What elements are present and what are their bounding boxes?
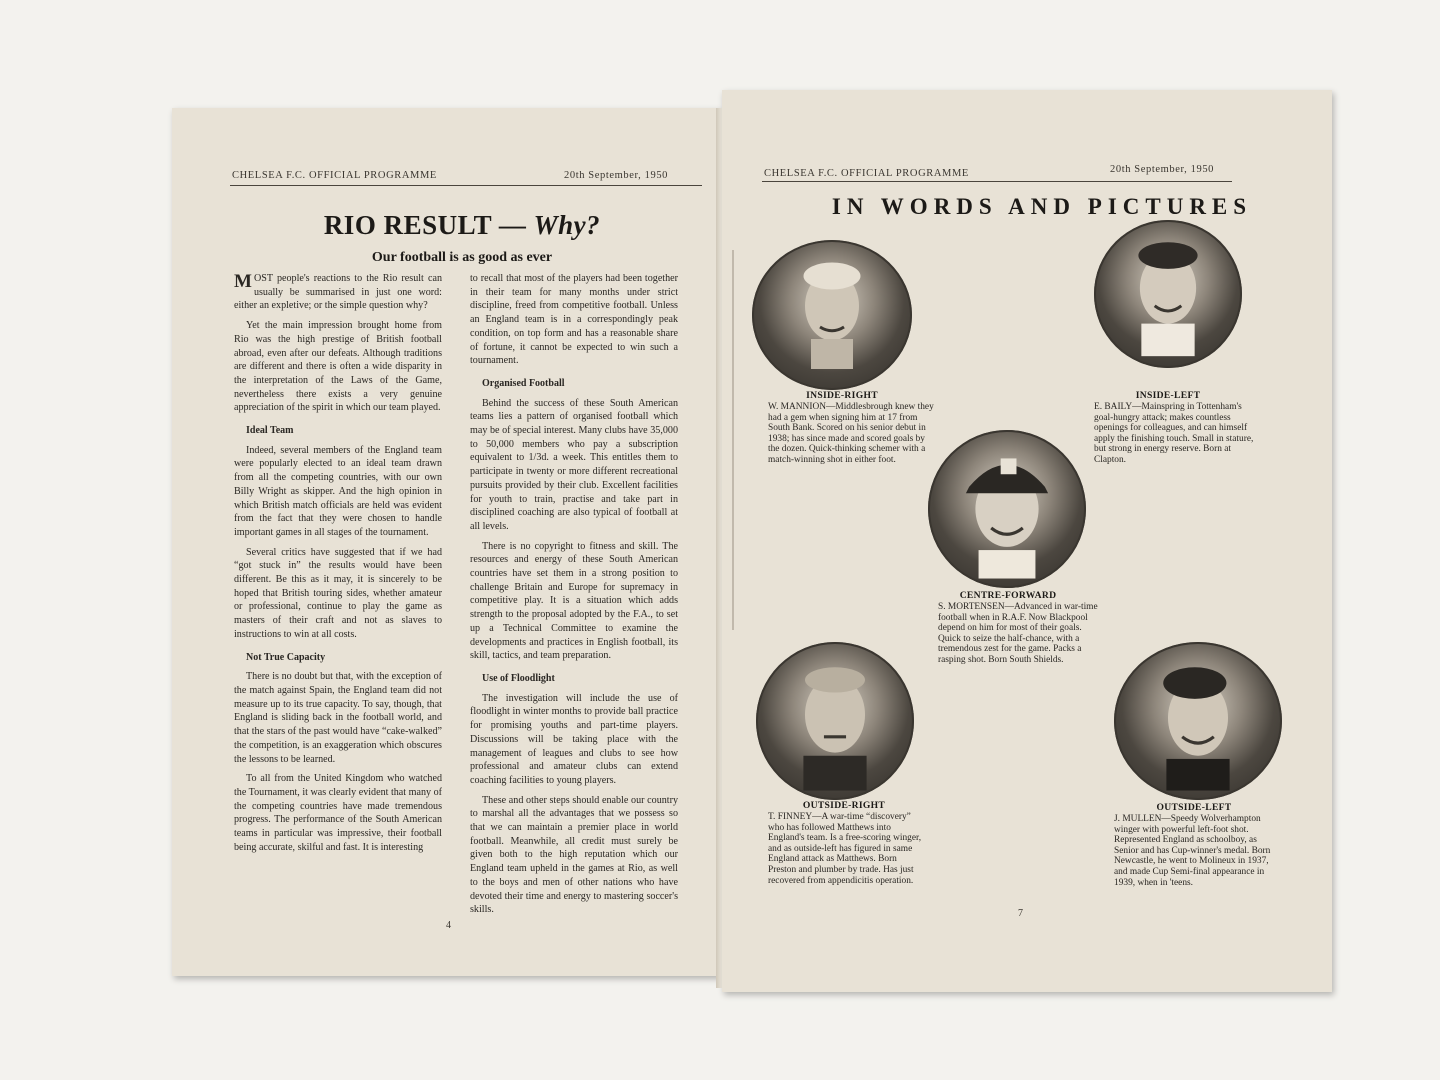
section-heading: Organised Football [482,377,565,389]
player-caption: T. FINNEY—A war-time “discovery” who has followed Matthews into England's team. Is a free-scoring winger, and as outside-left has figured in same England attack as Matthews. Born Preston and plumber by trade. Has just recovered from appendicitis operation. [768,812,922,886]
running-head-title: CHELSEA F.C. OFFICIAL PROGRAMME [764,168,969,179]
paragraph: Yet the main impression brought home from Rio was the high prestige of British football abroad, even after our defeats. Although traditions are different and there is often a wide disparity in the interpretation of the Laws of the Game, nevertheless there exists a very genuine appreciation of the spirit in which our team played. [234,320,442,414]
right-page [722,90,1332,992]
page-crease [732,250,734,630]
running-head-date: 20th September, 1950 [1110,164,1215,175]
portrait-face-icon [752,240,912,390]
player-position-label: INSIDE-LEFT [1135,390,1201,401]
player-photo-mannion [752,240,912,390]
portrait-face-icon [928,430,1086,588]
player-caption: S. MORTENSEN—Advanced in war-time football when in R.A.F. Now Blackpool depend on him for most of their goals. Quick to seize the half-chance, with a tremendous zest for the game. Packs a rasping shot. Born South Shields. [938,602,1098,665]
left-page [172,108,721,976]
paragraph: to recall that most of the players had been together in their team for many months under strict discipline, freed from competitive football. Unless an England team is in a correspondingly peak condition, on top form and has a reasonable share of fortune, it cannot be expected to win such a tournament. [470,273,678,367]
paragraph: The investigation will include the use of floodlight in winter months to provide ball practice for promising youths and part-time players. Discussions will be taking place with the management of leagues and clubs to see how professional and amateur clubs can extend coaching facilities to young players. [470,692,678,786]
page-number: 7 [1018,908,1023,919]
header-rule [230,185,702,186]
article-column-1 [234,272,442,860]
player-position-label: INSIDE-RIGHT [806,390,878,401]
player-position-label: CENTRE-FORWARD [959,590,1057,601]
player-photo-mortensen [928,430,1086,588]
page-title: IN WORDS AND PICTURES [831,194,1253,219]
player-caption: W. MANNION—Middlesbrough knew they had a gem when signing him at 17 from South Bank. Scored on his senior debut in 1938; has since made and scored goals by the dozen. Quick-thinking schemer with a match-winning shot in either foot. [768,402,934,465]
drop-cap: M [234,271,252,292]
player-photo-mullen [1114,642,1282,800]
portrait-face-icon [756,642,914,800]
portrait-face-icon [1094,220,1242,368]
paragraph: Indeed, several members of the England team were popularly elected to an ideal team drawn from all the competing countries, with our own Billy Wright as skipper. And the high opinion in which British match officials are held was evident from the fact that they were chosen to handle important games in all stages of the tournament. [234,444,442,538]
paragraph: There is no copyright to fitness and skill. The resources and energy of these South American countries have set them in a strong position to challenge Britain and Europe for supremacy in competitive play. It is a situation which adds strength to the proposal adopted by the F.A., to set up a Technical Committee to examine the developments and practices in English football, its skill, tactics, and team preparation. [470,540,678,662]
running-head-title: CHELSEA F.C. OFFICIAL PROGRAMME [232,170,437,181]
article-column-2 [470,272,678,923]
running-head-date: 20th September, 1950 [564,170,669,181]
player-photo-baily [1094,220,1242,368]
section-heading: Use of Floodlight [482,672,555,684]
portrait-face-icon [1114,642,1282,800]
programme-booklet [150,90,1340,1002]
page-number: 4 [446,920,451,931]
paragraph: MOST people's reactions to the Rio result can usually be summarised in just one word: either an expletive; or the simple question why? [234,271,442,312]
player-position-label: OUTSIDE-RIGHT [802,800,886,811]
section-heading: Ideal Team [246,425,294,437]
header-rule [762,181,1232,182]
section-heading: Not True Capacity [246,651,326,663]
player-position-label: OUTSIDE-LEFT [1156,802,1232,813]
player-caption: J. MULLEN—Speedy Wolverhampton winger with powerful left-foot shot. Represented England as schoolboy, as Senior and has Cup-winner's medal. Born Newcastle, he went to Molineux in 1937, and made Cup Semi-final appearance in 1939, when in 'teens. [1114,814,1271,888]
paragraph: To all from the United Kingdom who watched the Tournament, it was clearly evident that many of the competing countries have made tremendous progress. The performance of the South American teams in particular was impressive, their football being accurate, skilful and fast. It is interesting [234,773,442,853]
subheadline: Our football is as good as ever [371,250,553,265]
paragraph: Several critics have suggested that if we had “got stuck in” the results would have been different. Be this as it may, it is sincerely to be hoped that British touring sides, whether amateur or professional, continue to play the game as masters of their craft and not as slaves to instructions to win at all costs. [234,546,442,640]
paragraph: Behind the success of these South American teams lies a pattern of organised football which may be of special interest. Many clubs have 35,000 to 50,000 members who pay a subscription equivalent to 1/3d. a week. This entitles them to participate in twenty or more different recreational pursuits provided by their club. Excellent facilities for youth to train, practise and take part in disciplined coaching are also typical of football at all levels. [470,397,678,532]
player-photo-finney [756,642,914,800]
headline: RIO RESULT — Why? [323,210,601,240]
paragraph: There is no doubt but that, with the exception of the match against Spain, the England team did not measure up to its true capacity. To say, though, that England is sliding back in the football world, and that the stars of the past would have “cake-walked” the competition, is an exaggeration which obscures the lessons to be learned. [234,671,442,765]
paragraph: These and other steps should enable our country to marshal all the advantages that we possess so that we can maintain a premier place in world football. Meanwhile, all credit must surely be given both to the high reputation which our England team upheld in the games at Rio, as well to the boys and men of other nations who have devoted their time and energy to mastering soccer's skills. [470,794,678,916]
player-caption: E. BAILY—Mainspring in Tottenham's goal-hungry attack; makes countless openings for colleagues, and can himself apply the finishing touch. Small in stature, but strong in energy reserve. Born at Clapton. [1094,402,1254,465]
